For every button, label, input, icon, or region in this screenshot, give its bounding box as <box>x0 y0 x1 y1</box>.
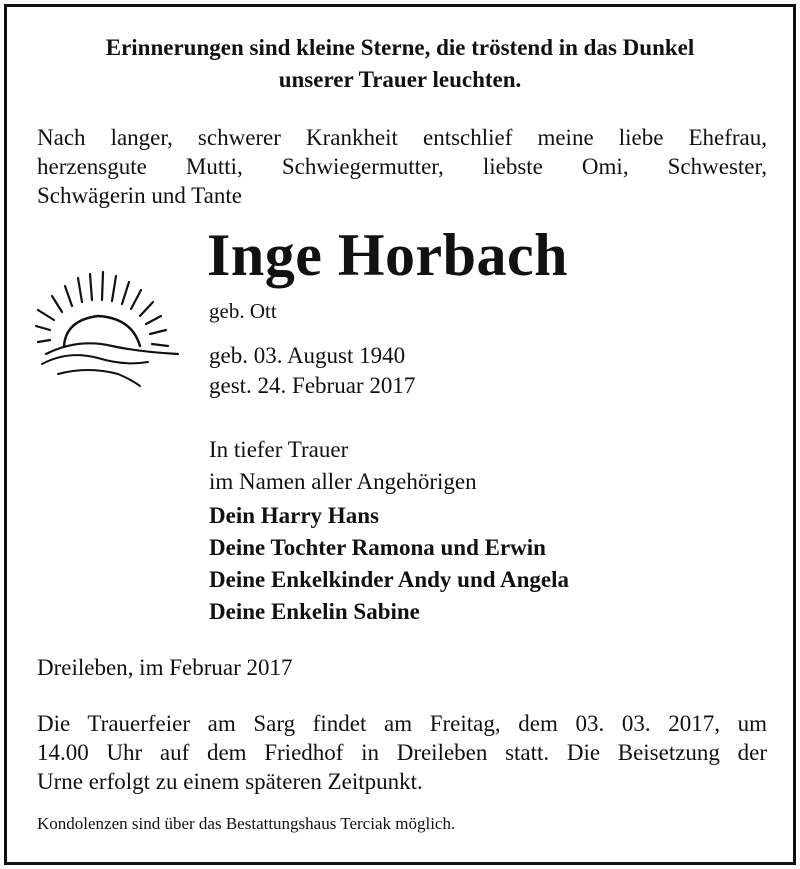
funeral-line-2: 14.00 Uhr auf dem Friedhof in Dreileben statt. Die Beisetzung der <box>37 740 767 765</box>
sunrise-icon <box>28 262 188 392</box>
deceased-name: Inge Horbach <box>207 222 569 288</box>
intro-line-1: Nach langer, schwerer Krankheit entschlief meine liebe Ehefrau, <box>37 125 767 150</box>
motto-line-2: unserer Trauer leuchten. <box>278 67 522 92</box>
mourning-line-2: im Namen aller Angehörigen <box>209 469 477 494</box>
birth-date: geb. 03. August 1940 <box>209 343 406 368</box>
intro-line-2: herzensgute Mutti, Schwiegermutter, liebste Omi, Schwester, <box>37 154 767 179</box>
mourner-name: Deine Tochter Ramona und Erwin <box>209 535 546 560</box>
mourner-name: Dein Harry Hans <box>209 503 379 528</box>
obituary-frame <box>4 4 796 865</box>
mourner-name: Deine Enkelin Sabine <box>209 599 420 624</box>
intro-text <box>37 123 767 210</box>
funeral-line-3: Urne erfolgt zu einem späteren Zeitpunkt. <box>37 769 423 794</box>
funeral-notice <box>37 709 767 796</box>
funeral-line-1: Die Trauerfeier am Sarg findet am Freitag, dem 03. 03. 2017, um <box>37 711 767 736</box>
mourning-line-1: In tiefer Trauer <box>209 437 349 462</box>
maiden-name: geb. Ott <box>209 299 277 323</box>
intro-line-3: Schwägerin und Tante <box>37 183 242 208</box>
place-date: Dreileben, im Februar 2017 <box>37 655 293 680</box>
motto-line-1: Erinnerungen sind kleine Sterne, die tröstend in das Dunkel <box>105 35 695 60</box>
mourner-name: Deine Enkelkinder Andy und Angela <box>209 567 570 592</box>
death-date: gest. 24. Februar 2017 <box>209 373 416 398</box>
condolences-note: Kondolenzen sind über das Bestattungshaus Terciak möglich. <box>37 814 456 833</box>
